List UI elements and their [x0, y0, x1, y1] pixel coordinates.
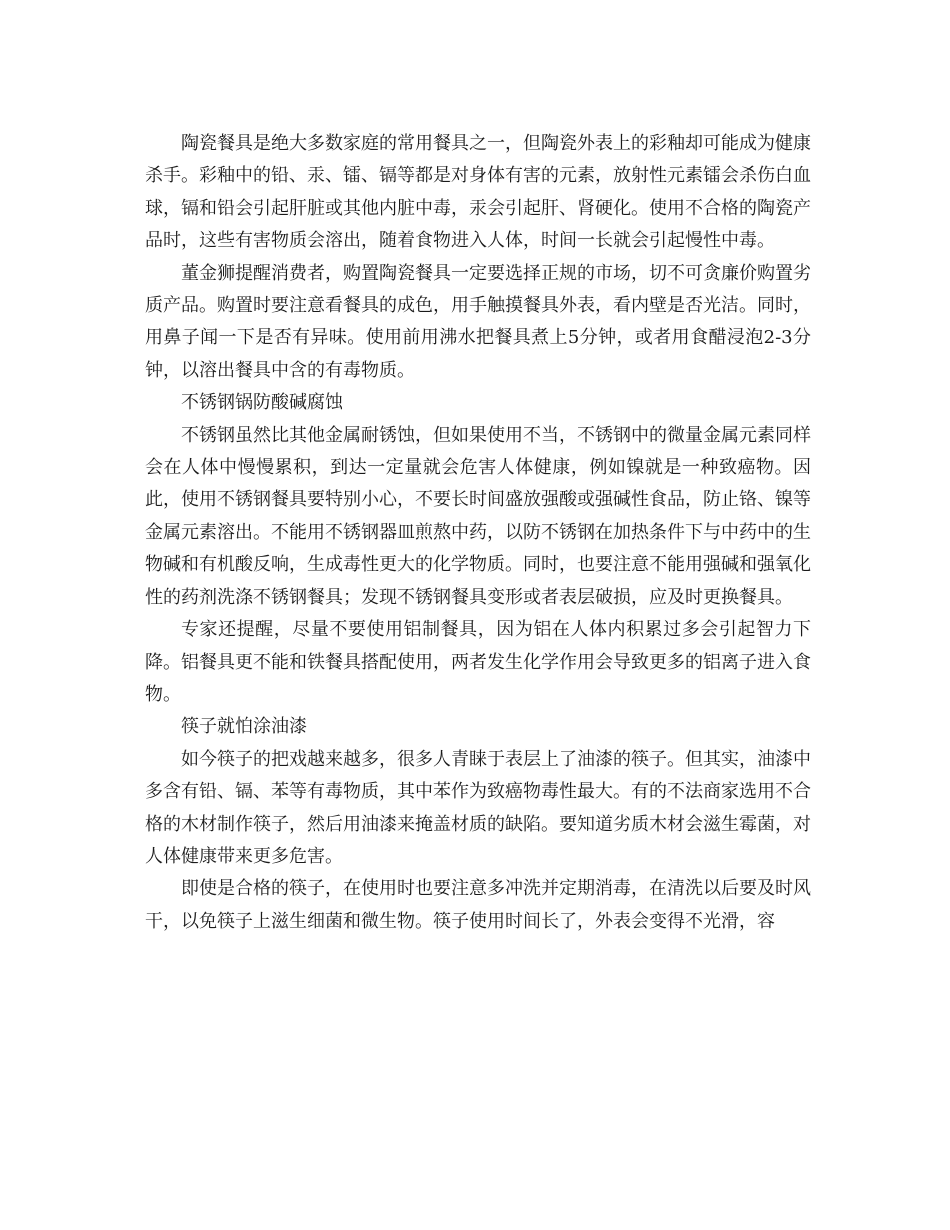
paragraph-purchase-advice: 董金狮提醒消费者，购置陶瓷餐具一定要选择正规的市场，切不可贪廉价购置劣质产品。购置时要注意看餐具的成色，用手触摸餐具外表，看内壁是否光洁。同时，用鼻子闻一下是否有异味。使用前用沸水把餐具煮上5分钟，或者用食醋浸泡2-3分钟，以溶出餐具中含的有毒物质。	[145, 262, 811, 381]
paragraph-ceramic-tableware: 陶瓷餐具是绝大多数家庭的常用餐具之一，但陶瓷外表上的彩釉却可能成为健康杀手。彩釉中的铅、汞、镭、镉等都是对身体有害的元素，放射性元素镭会杀伤白血球，镉和铅会引起肝脏或其他内脏中毒，汞会引起肝、肾硬化。使用不合格的陶瓷产品时，这些有害物质会溶出，随着食物进入人体，时间一长就会引起慢性中毒。	[145, 133, 811, 252]
section-heading-stainless-steel: 不锈钢锅防酸碱腐蚀	[181, 392, 343, 414]
paragraph-stainless-steel: 不锈钢虽然比其他金属耐锈蚀，但如果使用不当，不锈钢中的微量金属元素同样会在人体中慢慢累积，到达一定量就会危害人体健康，例如镍就是一种致癌物。因此，使用不锈钢餐具要特别小心，不要长时间盛放强酸或强碱性食品，防止铬、镍等金属元素溶出。不能用不锈钢器皿煎熬中药，以防不锈钢在加热条件下与中药中的生物碱和有机酸反响，生成毒性更大的化学物质。同时，也要注意不能用强碱和强氧化性的药剂洗涤不锈钢餐具；发现不锈钢餐具变形或者表层破损，应及时更换餐具。	[145, 424, 811, 608]
paragraph-painted-chopsticks: 如今筷子的把戏越来越多，很多人青睐于表层上了油漆的筷子。但其实，油漆中多含有铅、镉、苯等有毒物质，其中苯作为致癌物毒性最大。有的不法商家选用不合格的木材制作筷子，然后用油漆来掩盖材质的缺陷。要知道劣质木材会滋生霉菌，对人体健康带来更多危害。	[145, 748, 811, 867]
paragraph-aluminum: 专家还提醒，尽量不要使用铝制餐具，因为铝在人体内积累过多会引起智力下降。铝餐具更不能和铁餐具搭配使用，两者发生化学作用会导致更多的铝离子进入食物。	[145, 619, 811, 705]
section-heading-chopsticks: 筷子就怕涂油漆	[181, 716, 307, 738]
paragraph-chopstick-care: 即使是合格的筷子，在使用时也要注意多冲洗并定期消毒，在清洗以后要及时风干，以免筷子上滋生细菌和微生物。筷子使用时间长了，外表会变得不光滑，容	[145, 878, 811, 932]
document-body	[145, 128, 811, 938]
